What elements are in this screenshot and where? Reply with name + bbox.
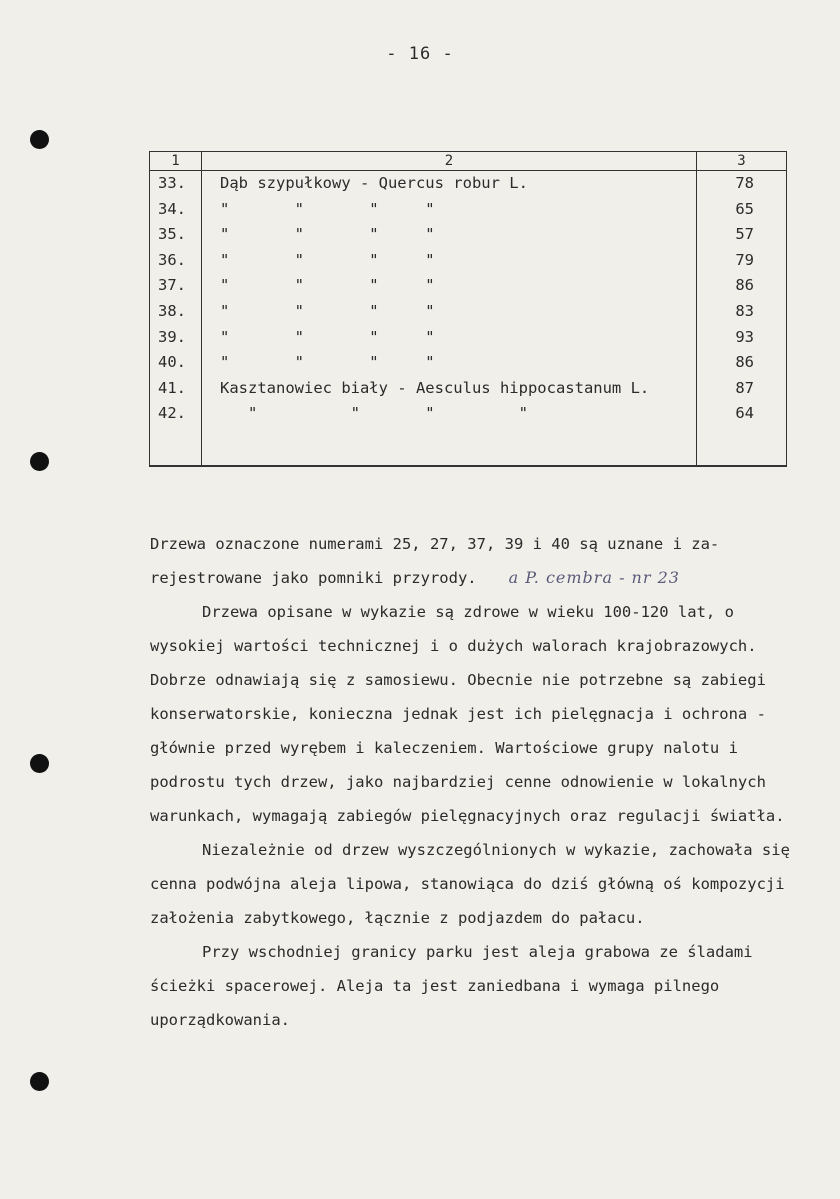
handwritten-note: a P. cembra - nr 23 (508, 568, 680, 587)
table-row (150, 299, 787, 325)
species-name: " " " " (202, 350, 697, 376)
body-text (150, 527, 810, 1037)
age-value: 57 (696, 222, 786, 248)
age-value: 93 (696, 325, 786, 351)
paragraph-3: Niezależnie od drzew wyszczególnionych w wykazie, zachowała się cenna podwójna aleja lipowa, stanowiąca do dziś główną oś kompozycji założenia zabytkowego, łącznie z podjazdem do pałacu. (150, 841, 790, 927)
age-value: 86 (696, 273, 786, 299)
punch-hole-1 (30, 130, 49, 149)
filler-cell (202, 427, 697, 466)
table-filler-row (150, 427, 787, 466)
species-name: " " " " (202, 248, 697, 274)
row-number: 40. (150, 350, 202, 376)
punch-hole-2 (30, 452, 49, 471)
row-number: 37. (150, 273, 202, 299)
header-col-2: 2 (202, 152, 697, 171)
page-number: - 16 - (386, 44, 454, 64)
table-row (150, 197, 787, 223)
filler-cell (696, 427, 786, 466)
paragraph-1-line-1: Drzewa oznaczone numerami 25, 27, 37, 39 i 40 są uznane i za- (150, 535, 720, 553)
header-col-1: 1 (150, 152, 202, 171)
table-row (150, 273, 787, 299)
age-value: 78 (696, 171, 786, 197)
paragraph-2: Drzewa opisane w wykazie są zdrowe w wieku 100-120 lat, o wysokiej wartości technicznej i o dużych walorach krajobrazowych. Dobrze odnawiają się z samosiewu. Obecnie nie potrzebne są zabiegi konserwatorskie, konieczna jednak jest ich pielęgnacja i ochrona - głównie przed wyrębem i kaleczeniem. Wartościowe grupy nalotu i podrostu tych drzew, jako najbardziej cenne odnowienie w lokalnych warunkach, wymagają zabiegów pielęgnacyjnych oraz regulacji światła. (150, 603, 785, 825)
table-row (150, 376, 787, 402)
table-row (150, 325, 787, 351)
species-name: Kasztanowiec biały - Aesculus hippocastanum L. (202, 376, 697, 402)
age-value: 64 (696, 401, 786, 427)
row-number: 36. (150, 248, 202, 274)
age-value: 79 (696, 248, 786, 274)
table-body (150, 171, 787, 467)
paragraph-1-line-2-text: rejestrowane jako pomniki przyrody. (150, 569, 477, 587)
punch-hole-4 (30, 1072, 49, 1091)
row-number: 41. (150, 376, 202, 402)
row-number: 33. (150, 171, 202, 197)
species-name: " " " " (202, 222, 697, 248)
row-number: 39. (150, 325, 202, 351)
paragraph-4: Przy wschodniej granicy parku jest aleja grabowa ze śladami ścieżki spacerowej. Aleja ta jest zaniedbana i wymaga pilnego uporządkowania. (150, 943, 753, 1029)
row-number: 34. (150, 197, 202, 223)
table-row (150, 222, 787, 248)
table-row (150, 350, 787, 376)
species-name: " " " " (202, 325, 697, 351)
species-name: Dąb szypułkowy - Quercus robur L. (202, 171, 697, 197)
row-number: 38. (150, 299, 202, 325)
filler-cell (150, 427, 202, 466)
age-value: 87 (696, 376, 786, 402)
age-value: 86 (696, 350, 786, 376)
species-name: " " " " (202, 299, 697, 325)
age-value: 83 (696, 299, 786, 325)
table-row (150, 171, 787, 197)
table-header-row (150, 152, 787, 171)
table-row (150, 401, 787, 427)
species-name: " " " " (202, 197, 697, 223)
header-col-3: 3 (696, 152, 786, 171)
row-number: 35. (150, 222, 202, 248)
row-number: 42. (150, 401, 202, 427)
paragraph-1-line-2 (150, 561, 810, 595)
species-name: " " " " (202, 273, 697, 299)
table-row (150, 248, 787, 274)
species-name: " " " " (202, 401, 697, 427)
punch-hole-3 (30, 754, 49, 773)
tree-table (149, 151, 787, 467)
age-value: 65 (696, 197, 786, 223)
